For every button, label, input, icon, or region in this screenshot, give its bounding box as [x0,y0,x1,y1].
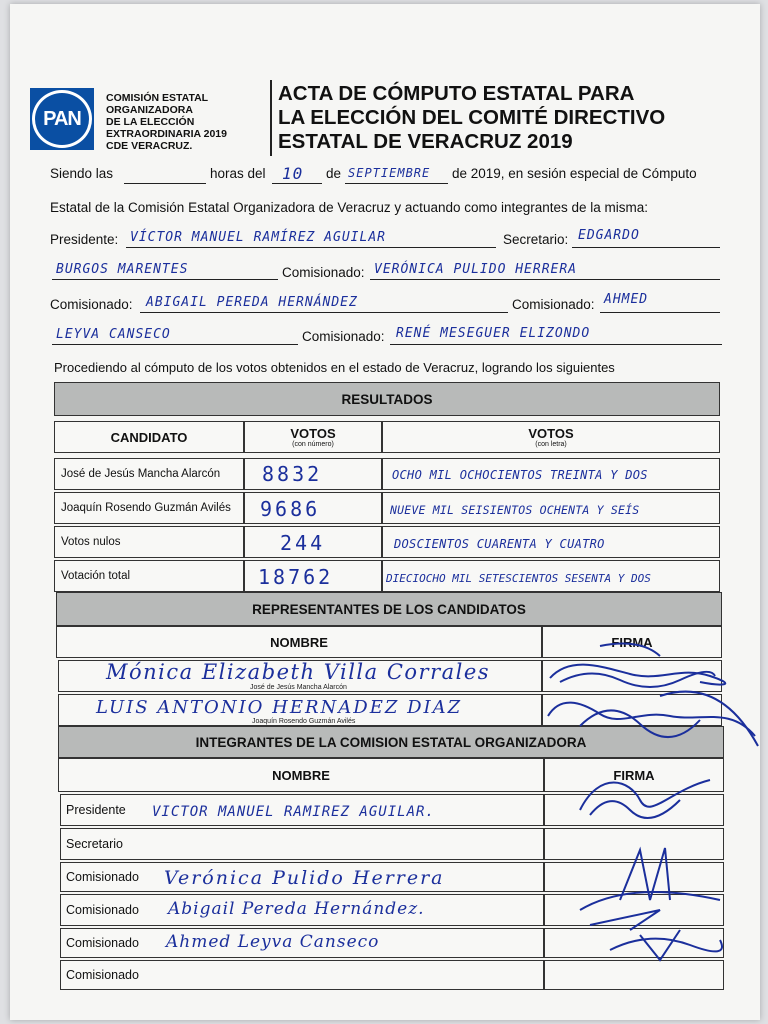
comisionado-line-4 [390,344,722,345]
int-row-label: Comisionado [60,862,544,892]
int-name: Abigail Pereda Hernández. [168,899,425,919]
int-name: Ahmed Leyva Canseco [166,932,380,952]
result-number: 18762 [258,565,334,589]
result-row-label: Votación total [54,560,244,592]
comisionado-3-name-1: AHMED [604,292,649,307]
result-row-label: José de Jesús Mancha Alarcón [54,458,244,490]
comisionado-label-1: Comisionado: [282,265,365,280]
day-line [272,183,322,184]
resultados-band: RESULTADOS [54,382,720,416]
comisionado-2-name: ABIGAIL PEREDA HERNÁNDEZ [146,295,358,310]
hours-blank [124,183,206,184]
result-letters: DIECIOCHO MIL SETESCIENTOS SESENTA Y DOS [386,572,651,585]
comisionado-1-name: VERÓNICA PULIDO HERRERA [374,262,578,277]
presidente-line [126,247,496,248]
secretario-line [572,247,720,248]
comisionado-line-3 [600,312,720,313]
comisionado-label-2: Comisionado: [50,297,133,312]
result-number: 244 [280,531,326,555]
int-row-label: Comisionado [60,894,544,926]
result-letters: NUEVE MIL SEISIENTOS OCHENTA Y SEÍS [390,503,640,517]
result-letters: DOSCIENTOS CUARENTA Y CUATRO [394,537,605,551]
comisionado-3-name-2: LEYVA CANSECO [56,327,171,342]
pan-logo [30,88,94,150]
month-line [345,183,448,184]
integrantes-band: INTEGRANTES DE LA COMISION ESTATAL ORGANIZADORA [58,726,724,758]
horas-label: horas del [210,166,266,181]
secretario-name-1: EDGARDO [578,228,640,243]
int-row-label: Comisionado [60,928,544,958]
rep-nombre-header: NOMBRE [56,626,542,658]
month-value: SEPTIEMBRE [348,166,431,180]
result-number: 8832 [262,462,323,486]
col-candidato-header: CANDIDATO [54,421,244,453]
int-name: VICTOR MANUEL RAMIREZ AGUILAR. [152,804,435,820]
commission-signatures-drawing [570,760,730,980]
col-votos-letra-header: VOTOS (con letra) [382,421,720,453]
organization-name: COMISIÓN ESTATAL ORGANIZADORA DE LA ELECCIÓN EXTRAORDINARIA 2019 CDE VERACRUZ. [106,92,227,152]
col-votos-numero-header: VOTOS (con número) [244,421,382,453]
de-label: de [326,166,342,181]
rep-candidate-sub: Joaquín Rosendo Guzmán Avilés [252,718,356,725]
presidente-name: VÍCTOR MANUEL RAMÍREZ AGUILAR [130,230,386,245]
comisionado-line-2 [140,312,508,313]
day-value: 10 [282,164,304,183]
int-firma-header: FIRMA [544,758,724,792]
result-row-label: Joaquín Rosendo Guzmán Avilés [54,492,244,524]
comisionado-label-4: Comisionado: [302,329,385,344]
representantes-band: REPRESENTANTES DE LOS CANDIDATOS [56,592,722,626]
rep-firma-header: FIRMA [542,626,722,658]
rep-candidate-sub: José de Jesús Mancha Alarcón [250,684,347,691]
header-divider [270,80,272,156]
int-row-label: Secretario [60,828,544,860]
secretario-label: Secretario: [503,232,569,247]
rep-name: Mónica Elizabeth Villa Corrales [106,660,491,684]
pan-logo-text: PAN [32,90,92,148]
result-row-label: Votos nulos [54,526,244,558]
result-number: 9686 [260,497,321,521]
int-row-label: Presidente [60,794,544,826]
intro-line1-rest: de 2019, en sesión especial de Cómputo [452,166,697,181]
int-row-label: Comisionado [60,960,544,990]
int-name: Verónica Pulido Herrera [164,867,445,889]
comisionado-3-line-2 [52,344,298,345]
representative-signatures-drawing [540,636,765,756]
intro-line2: Estatal de la Comisión Estatal Organizadora de Veracruz y actuando como integrantes de la misma: [50,200,649,215]
secretario-name-2: BURGOS MARENTES [56,262,189,277]
siendo-label: Siendo las [50,166,114,181]
secretario-line-2 [52,279,278,280]
result-letters: OCHO MIL OCHOCIENTOS TREINTA Y DOS [392,468,648,482]
comisionado-line-1 [370,279,720,280]
procediendo-text: Procediendo al cómputo de los votos obtenidos en el estado de Veracruz, logrando los siguientes [54,360,615,375]
comisionado-4-name: RENÉ MESEGUER ELIZONDO [396,326,591,341]
int-nombre-header: NOMBRE [58,758,544,792]
presidente-label: Presidente: [50,232,119,247]
comisionado-label-3: Comisionado: [512,297,595,312]
rep-name: LUIS ANTONIO HERNADEZ DIAZ [96,697,463,718]
document-title: ACTA DE CÓMPUTO ESTATAL PARA LA ELECCIÓN DEL COMITÉ DIRECTIVO ESTATAL DE VERACRUZ 2019 [278,82,666,153]
